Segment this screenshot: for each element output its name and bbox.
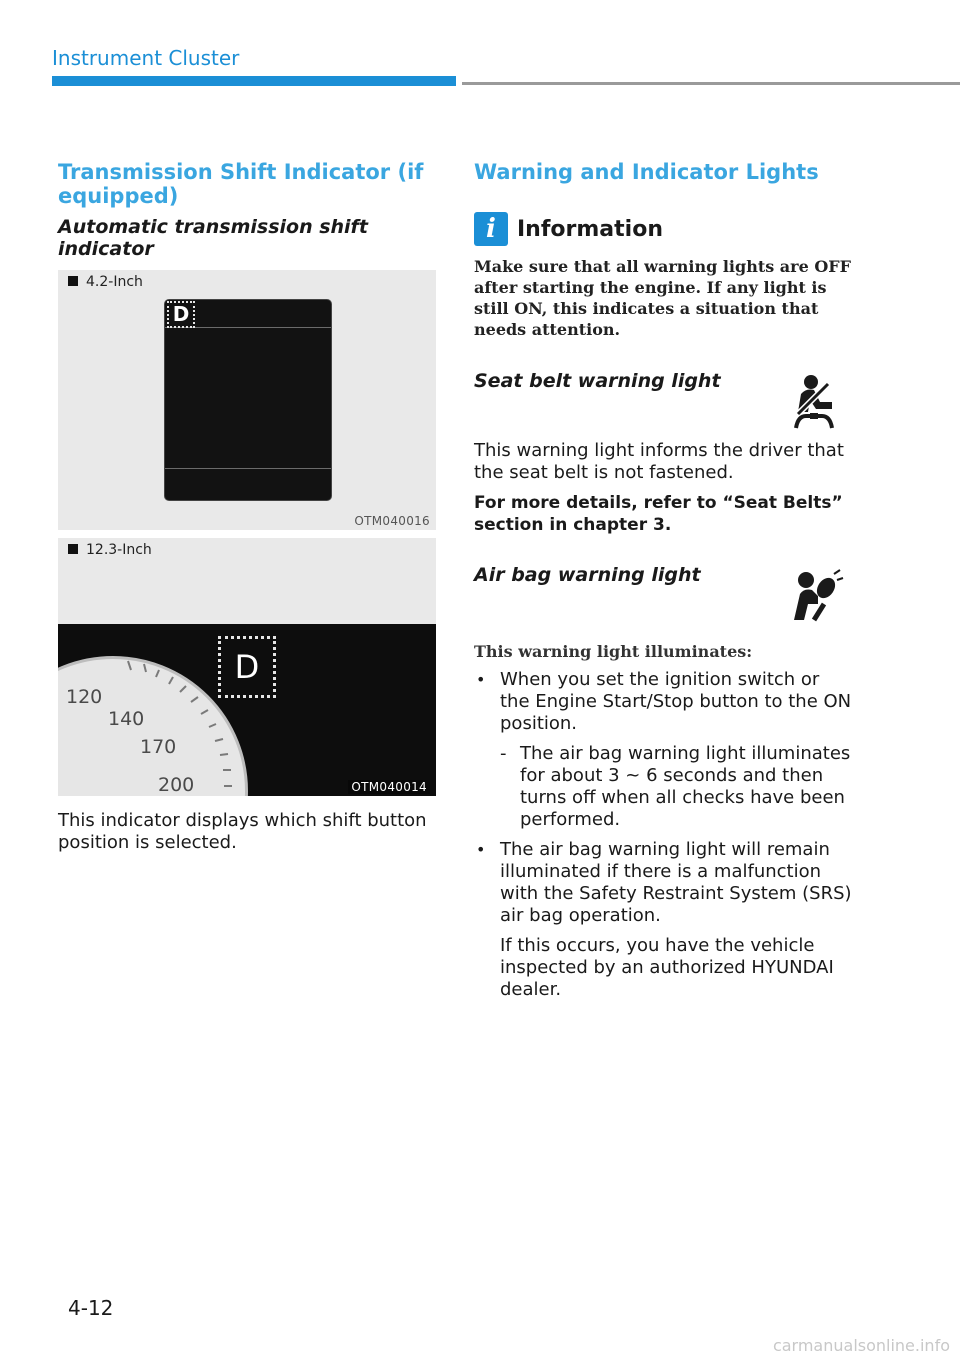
information-header xyxy=(474,212,854,246)
figure-code: OTM040014 xyxy=(348,780,430,794)
warning-lights-section-title: Warning and Indicator Lights xyxy=(474,160,819,184)
figure-4-2-inch xyxy=(58,270,436,530)
bullet-text: • When you set the ignition switch or the Engine Start/Stop button to the ON position. xyxy=(500,669,852,734)
airbag-lead: This warning light illuminates: xyxy=(474,642,753,661)
screen-divider xyxy=(165,468,331,469)
shift-indicator-description: This indicator displays which shift button position is selected. xyxy=(58,810,427,853)
figure-code: OTM040016 xyxy=(354,514,430,528)
page-number: 4-12 xyxy=(68,1296,114,1320)
seatbelt-reference: For more details, refer to “Seat Belts” section in chapter 3. xyxy=(474,493,843,535)
airbag-warning-icon xyxy=(784,566,844,626)
watermark-link[interactable]: carmanualsonline.info xyxy=(772,1336,950,1355)
airbag-light-title: Air bag warning light xyxy=(474,564,701,586)
bullet-text: • The air bag warning light will remain illuminated if there is a malfunction with the Safety Restraint System (SRS) air bag operation. xyxy=(500,839,852,926)
shift-indicator-subtitle: Automatic transmission shift indicator xyxy=(58,216,368,260)
speed-label: 120 xyxy=(66,686,103,708)
bullet-followup: If this occurs, you have the vehicle inspected by an authorized HYUNDAI dealer. xyxy=(500,935,834,1000)
info-icon: i xyxy=(474,212,508,246)
cluster-screen-4-2 xyxy=(164,299,332,501)
figure-caption: 12.3-Inch xyxy=(68,542,152,558)
list-item xyxy=(474,839,854,1001)
cluster-screen-12-3 xyxy=(58,624,436,796)
seatbelt-light-row xyxy=(474,368,854,426)
figure-caption: 4.2-Inch xyxy=(68,274,143,290)
list-item xyxy=(474,669,854,831)
information-text: Make sure that all warning lights are OFF after starting the engine. If any light is still ON, this indicates a situation that needs attention. xyxy=(474,257,851,339)
figure-12-3-inch xyxy=(58,538,436,796)
speed-label: 140 xyxy=(108,708,145,730)
header-section-title: Instrument Cluster xyxy=(52,46,240,70)
seatbelt-light-title: Seat belt warning light xyxy=(474,370,721,392)
information-title: Information xyxy=(517,216,663,242)
shift-indicator-d: D xyxy=(218,636,276,698)
sub-list-item: - The air bag warning light illuminates for about 3 ~ 6 seconds and then turns off when all checks have been performed. xyxy=(500,743,854,831)
left-column xyxy=(58,160,436,854)
header-accent-bar xyxy=(52,76,456,86)
right-column xyxy=(474,160,854,1001)
speed-label: 170 xyxy=(140,736,177,758)
header-divider xyxy=(462,82,960,85)
shift-indicator-d: D xyxy=(167,301,195,328)
transmission-section-title: Transmission Shift Indicator (if equipped) xyxy=(58,160,424,208)
airbag-light-row xyxy=(474,562,854,620)
airbag-conditions-list xyxy=(474,669,854,1001)
speed-label: 200 xyxy=(158,774,195,796)
seatbelt-warning-icon xyxy=(784,372,844,432)
seatbelt-description: This warning light informs the driver that the seat belt is not fastened. xyxy=(474,440,844,483)
